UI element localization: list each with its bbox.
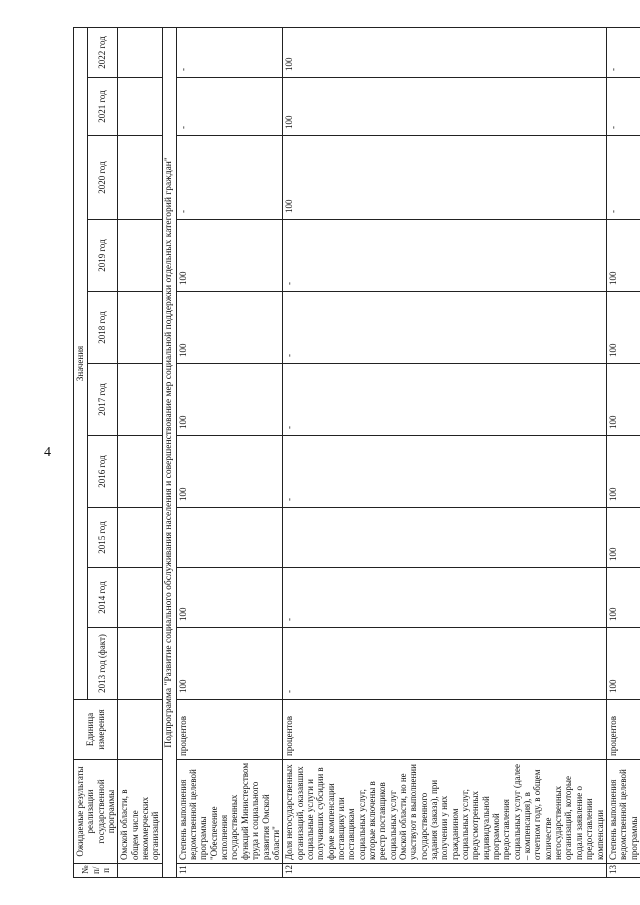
header-year: 2019 год (87, 220, 118, 292)
table-cell (118, 78, 162, 136)
header-year: 2022 год (87, 27, 118, 77)
row-result: Доля негосударственных организаций, оказавших социальные услуги и получивших субсидии в форме компенсации поставщику или поставщикам социальных услуг, которые включены в реестр поставщиков социальных услуг Омской области, но не участвуют в выполнении государственного задания (заказа), при получении у них гражданином социальных услуг, предусмотренных индивидуальной программой предоставления социальных услуг (далее – компенсация), в отчетном году, в общем количестве негосударственных организаций, которые подали заявление о предоставлении компенсации (283, 760, 607, 864)
table-cell (118, 364, 162, 436)
table-cell (118, 628, 162, 700)
row-value: 100 (283, 27, 607, 77)
row-unit: процентов (606, 700, 640, 760)
row-value: - (176, 78, 282, 136)
header-year: 2020 год (87, 136, 118, 220)
row-value: 100 (176, 364, 282, 436)
row-value: - (176, 27, 282, 77)
header-year: 2016 год (87, 436, 118, 508)
results-table (73, 27, 640, 878)
row-value: 100 (606, 568, 640, 628)
row-value (176, 508, 282, 568)
row-value: - (283, 628, 607, 700)
row-value: - (606, 78, 640, 136)
header-num: № п/п (74, 864, 118, 878)
row-value: - (606, 136, 640, 220)
header-year: 2015 год (87, 508, 118, 568)
row-unit: процентов (176, 700, 282, 760)
row-value: 100 (606, 628, 640, 700)
row-value (283, 508, 607, 568)
row-value: - (606, 27, 640, 77)
table-cell (118, 27, 162, 77)
row-value: - (283, 292, 607, 364)
header-unit: Единица измерения (74, 700, 118, 760)
table-row (118, 27, 162, 877)
header-year: 2018 год (87, 292, 118, 364)
row-value: 100 (176, 628, 282, 700)
continuation-text: Омской области, в общем числе некоммерческих организаций (118, 760, 162, 864)
row-value: - (176, 136, 282, 220)
table-cell (118, 508, 162, 568)
row-result: Степень выполнения ведомственной целевой программы "Обеспечение исполнения государственных функций Министерством труда и социального развития Омской области" (176, 760, 282, 864)
row-number: 12 (283, 864, 607, 878)
row-value: 100 (176, 436, 282, 508)
row-value: 100 (176, 292, 282, 364)
table-cell (118, 700, 162, 760)
row-value: 100 (283, 78, 607, 136)
header-year: 2013 год (факт) (87, 628, 118, 700)
header-year: 2021 год (87, 78, 118, 136)
row-value: 100 (283, 136, 607, 220)
table-cell (118, 136, 162, 220)
row-value: - (283, 220, 607, 292)
rotated-table-sheet (73, 28, 639, 878)
subprogram-title: Подпрограмма "Развитие социального обслуживания населения и совершенствование мер социальной поддержки отдельных категорий граждан" (162, 27, 176, 877)
row-value: 100 (606, 436, 640, 508)
row-value: 100 (176, 568, 282, 628)
page-number: 4 (44, 445, 51, 460)
row-number: 11 (176, 864, 282, 878)
table-cell (118, 220, 162, 292)
table-row (606, 27, 640, 877)
row-number: 13 (606, 864, 640, 878)
header-result: Ожидаемые результаты реализации государственной программы (74, 760, 118, 864)
header-year: 2017 год (87, 364, 118, 436)
row-result: Степень выполнения ведомственной целевой программы (606, 760, 640, 864)
row-value: 100 (176, 220, 282, 292)
header-year: 2014 год (87, 568, 118, 628)
row-value: 100 (606, 508, 640, 568)
table-cell (118, 292, 162, 364)
table-cell (118, 568, 162, 628)
header-values: Значения (74, 27, 88, 699)
table-cell (118, 436, 162, 508)
table-row (176, 27, 282, 877)
row-value: - (283, 364, 607, 436)
row-unit: процентов (283, 700, 607, 760)
row-value: 100 (606, 292, 640, 364)
table-row (283, 27, 607, 877)
row-value: 100 (606, 364, 640, 436)
row-value: 100 (606, 220, 640, 292)
table-cell (118, 864, 162, 878)
row-value: - (283, 568, 607, 628)
row-value: - (283, 436, 607, 508)
